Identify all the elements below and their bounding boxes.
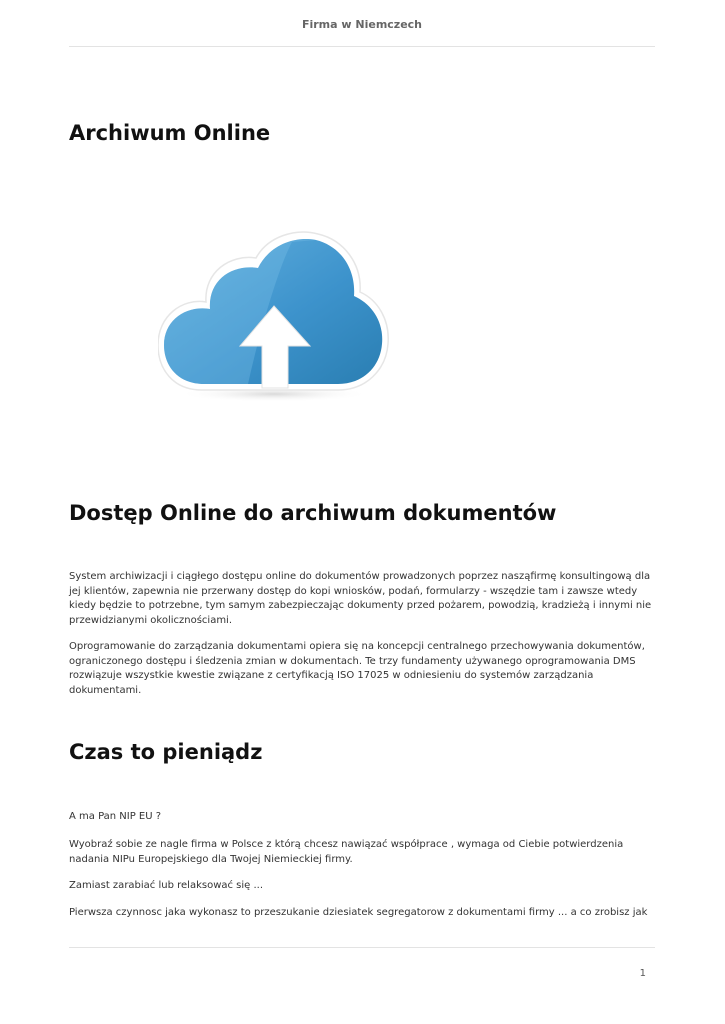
footer-divider: [69, 947, 655, 948]
paragraph-first-action: Pierwsza czynnosc jaka wykonasz to przeszukanie dziesiatek segregatorow z dokumentami firmy ... a co zrobisz jak: [69, 907, 648, 918]
heading-czas-to-pieniadz: Czas to pieniądz: [69, 740, 263, 764]
heading-dostep-online: Dostęp Online do archiwum dokumentów: [69, 501, 557, 525]
paragraph-document-management: Oprogramowanie do zarządzania dokumentami opiera się na koncepcji centralnego przechowywania dokumentów, ograniczonego dostępu i śledzenia zmian w dokumentach. Te trzy fundamenty używanego oprogramowania DMS rozwiązuje wszystkie kwestie związane z certyfikacją ISO 17025 w odniesieniu do systemów zarządzania dokumentami.: [69, 641, 645, 696]
paragraph-instead: Zamiast zarabiać lub relaksować się ...: [69, 880, 264, 891]
page-number: 1: [639, 968, 646, 979]
paragraph-archiving-system: System archiwizacji i ciągłego dostępu online do dokumentów prowadzonych poprzez nasząfirmę konsultingową dla jej klientów, zapewnia nie przerwany dostęp do kopi wniosków, podań, formularzy - wszędzie tam i zawsze wtedy kiedy będzie to potrzebne, tym samym zabezpieczając dokumenty przed pożarem, powodzią, kradzieżą i innymi nie przewidzianymi okolicznościami.: [69, 571, 652, 626]
cloud-upload-icon: [158, 228, 390, 404]
paragraph-imagine: Wyobraź sobie ze nagle firma w Polsce z którą chcesz nawiązać współprace , wymaga od Ciebie potwierdzenia nadania NIPu Europejskiego dla Twojej Niemieckiej firmy.: [69, 839, 624, 865]
heading-archiwum-online: Archiwum Online: [69, 121, 271, 145]
paragraph-nip-question: A ma Pan NIP EU ?: [69, 811, 162, 822]
page-header: [69, 0, 655, 47]
site-title: Firma w Niemczech: [301, 18, 423, 31]
